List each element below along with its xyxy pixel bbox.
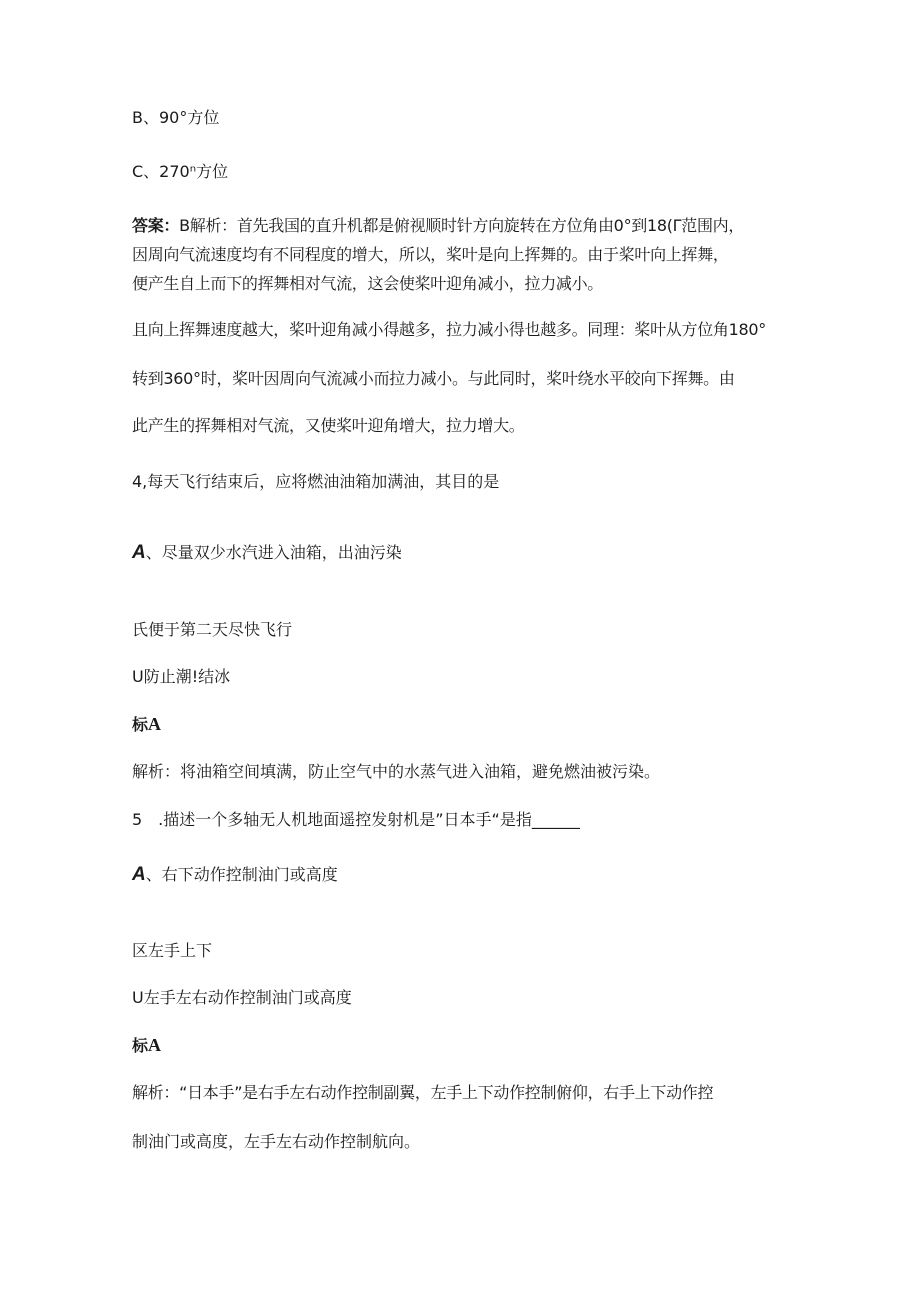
q3-para-line-3: 此产生的挥舞相对气流，又使桨叶迎角增大，拉力增大。 (132, 416, 525, 435)
q5-answer (132, 1035, 161, 1056)
q5-option-c: U左手左右动作控制油门或高度 (132, 988, 352, 1007)
q4-option-b: 氏便于第二天尽快飞行 (132, 620, 293, 639)
q3-para-line-2: 转到360°时，桨叶因周向气流减小而拉力减小。与此同时，桨叶绕水平皎向下挥舞。由 (132, 369, 735, 388)
answer-value: A (148, 1035, 162, 1055)
q3-option-c: C、270ⁿ方位 (132, 162, 229, 181)
q3-option-b: B、90°方位 (132, 108, 220, 127)
q4-explanation: 解析：将油箱空间填满，防止空气中的水蒸气进入油箱，避免燃油被污染。 (132, 762, 661, 781)
answer-prefix: 标 (132, 1036, 149, 1055)
option-text: 、尽量双少水汽进入油箱，出油污染 (145, 543, 402, 562)
q5-option-b: 区左手上下 (132, 941, 213, 960)
q5-explanation-line-2: 制油门或高度，左手左右动作控制航向。 (132, 1132, 421, 1151)
q3-answer-line-2: 因周向气流速度均有不同程度的增大，所以，桨叶是向上挥舞的。由于桨叶向上挥舞， (132, 245, 729, 264)
q5-question: 5 .描述一个多轴无人机地面遥控发射机是”日本手“是指______ (132, 810, 580, 829)
answer-prefix: 标 (132, 715, 149, 734)
option-letter: A (132, 542, 146, 563)
answer-text: B解析：首先我国的直升机都是俯视顺时针方向旋转在方位角由0°到18(Γ范围内， (179, 216, 745, 235)
q4-option-c: U防止潮!结冰 (132, 667, 231, 686)
q5-option-a (132, 865, 338, 885)
answer-label: 答案： (132, 216, 180, 235)
q3-answer-line-3: 便产生自上而下的挥舞相对气流，这会使桨叶迎角减小，拉力减小。 (132, 274, 604, 293)
option-letter: A (132, 864, 146, 885)
q4-answer (132, 714, 161, 735)
q3-answer-line-1 (132, 216, 744, 236)
option-text: 、右下动作控制油门或高度 (145, 865, 338, 884)
q4-option-a (132, 543, 402, 563)
q5-explanation-line-1: 解析：“日本手”是右手左右动作控制副翼，左手上下动作控制俯仰，右手上下动作控 (132, 1083, 714, 1102)
q3-para-line-1: 且向上挥舞速度越大，桨叶迎角减小得越多，拉力减小得也越多。同理：桨叶从方位角180° (132, 320, 766, 339)
answer-value: A (148, 714, 162, 734)
q4-question: 4,每天飞行结束后，应将燃油油箱加满油，其目的是 (132, 472, 500, 491)
